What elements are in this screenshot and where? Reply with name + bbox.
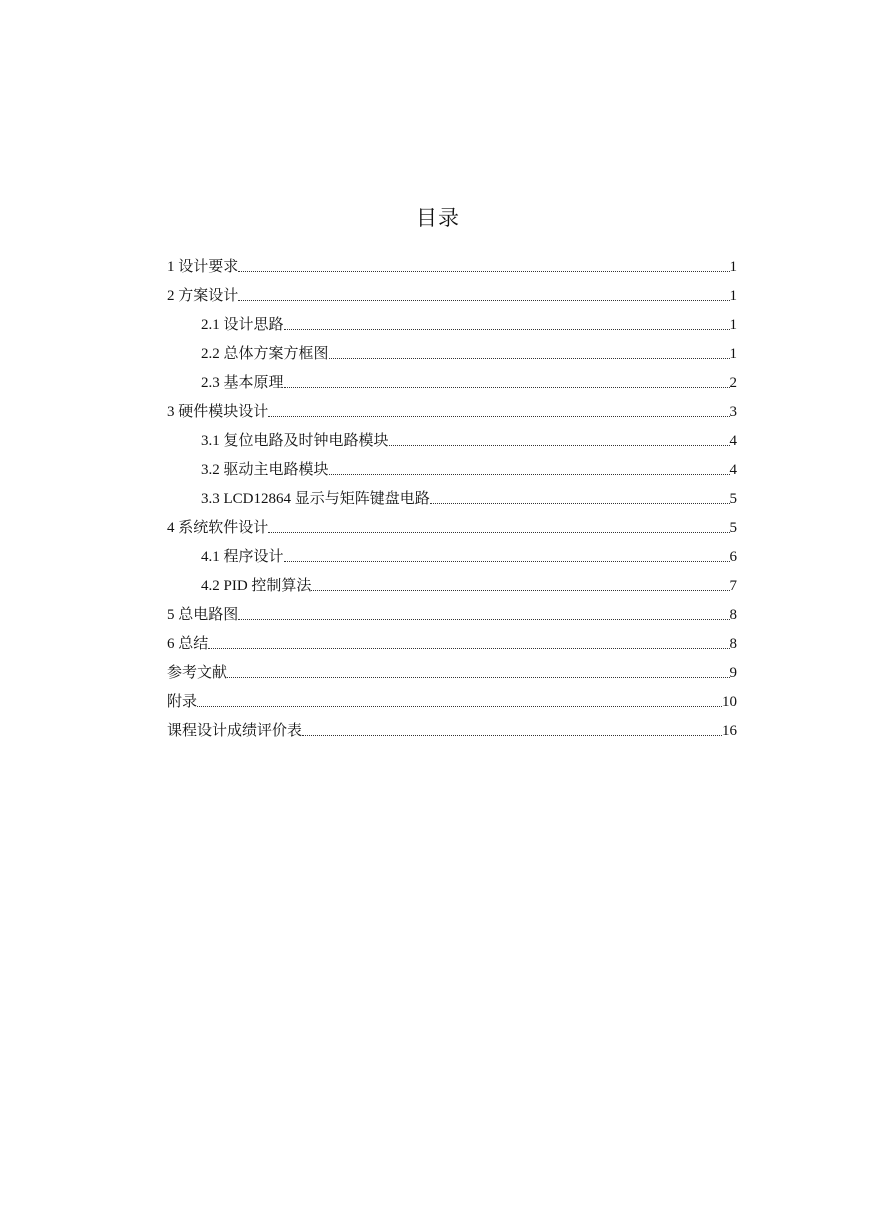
toc-entry-page: 5: [729, 491, 737, 507]
toc-leader-dots: [329, 473, 730, 475]
toc-leader-dots: [389, 444, 730, 446]
toc-leader-dots: [284, 328, 730, 330]
toc-entry-label: 2 方案设计: [167, 288, 239, 304]
toc-entry-page: 4: [729, 462, 737, 478]
toc-entry[interactable]: [167, 654, 737, 683]
toc-entry[interactable]: [167, 538, 737, 567]
toc-entry[interactable]: [167, 712, 737, 741]
toc-entry-label: 参考文献: [167, 665, 228, 681]
toc-entry-label: 2.1 设计思路: [201, 317, 284, 333]
toc-entry[interactable]: [167, 277, 737, 306]
toc-entry-label: 4 系统软件设计: [167, 520, 269, 536]
toc-leader-dots: [268, 531, 729, 533]
toc-entry-label: 附录: [167, 694, 198, 710]
toc-leader-dots: [302, 734, 722, 736]
toc-entry-page: 3: [729, 404, 737, 420]
toc-entry[interactable]: [167, 480, 737, 509]
toc-entry-label: 5 总电路图: [167, 607, 239, 623]
toc-entry[interactable]: [167, 625, 737, 654]
toc-entry[interactable]: [167, 509, 737, 538]
toc-entry-page: 2: [729, 375, 737, 391]
toc-entry-page: 8: [729, 636, 737, 652]
toc-entry-page: 7: [729, 578, 737, 594]
toc-list: [167, 248, 737, 741]
toc-entry-page: 1: [729, 346, 737, 362]
toc-leader-dots: [197, 705, 722, 707]
toc-entry-page: 8: [729, 607, 737, 623]
toc-entry-page: 6: [729, 549, 737, 565]
toc-leader-dots: [227, 676, 729, 678]
toc-entry-page: 10: [722, 694, 737, 710]
toc-entry[interactable]: [167, 335, 737, 364]
toc-entry-label: 1 设计要求: [167, 259, 239, 275]
toc-entry-label: 2.2 总体方案方框图: [201, 346, 329, 362]
toc-entry-label: 3 硬件模块设计: [167, 404, 269, 420]
toc-entry-label: 6 总结: [167, 636, 209, 652]
toc-leader-dots: [329, 357, 730, 359]
toc-entry[interactable]: [167, 393, 737, 422]
toc-title: 目录: [416, 206, 460, 230]
toc-leader-dots: [238, 270, 729, 272]
toc-entry[interactable]: [167, 596, 737, 625]
toc-leader-dots: [430, 502, 730, 504]
toc-entry[interactable]: [167, 683, 737, 712]
toc-entry[interactable]: [167, 306, 737, 335]
toc-entry-page: 1: [729, 288, 737, 304]
toc-leader-dots: [284, 560, 730, 562]
toc-entry-label: 3.1 复位电路及时钟电路模块: [201, 433, 389, 449]
toc-entry[interactable]: [167, 364, 737, 393]
toc-entry-page: 1: [729, 259, 737, 275]
toc-leader-dots: [311, 589, 729, 591]
toc-entry-label: 4.2 PID 控制算法: [201, 578, 312, 594]
toc-leader-dots: [268, 415, 729, 417]
toc-entry-page: 4: [729, 433, 737, 449]
toc-entry-label: 课程设计成绩评价表: [167, 723, 303, 739]
toc-entry-page: 5: [729, 520, 737, 536]
toc-entry-label: 3.2 驱动主电路模块: [201, 462, 329, 478]
toc-entry-label: 4.1 程序设计: [201, 549, 284, 565]
toc-entry-label: 2.3 基本原理: [201, 375, 284, 391]
toc-entry-label: 3.3 LCD12864 显示与矩阵键盘电路: [201, 491, 430, 507]
toc-entry[interactable]: [167, 567, 737, 596]
toc-leader-dots: [238, 618, 729, 620]
toc-leader-dots: [208, 647, 729, 649]
toc-leader-dots: [284, 386, 730, 388]
toc-entry-page: 9: [729, 665, 737, 681]
toc-entry-page: 16: [722, 723, 737, 739]
toc-entry-page: 1: [729, 317, 737, 333]
toc-entry[interactable]: [167, 451, 737, 480]
toc-leader-dots: [238, 299, 729, 301]
toc-entry[interactable]: [167, 422, 737, 451]
toc-entry[interactable]: [167, 248, 737, 277]
